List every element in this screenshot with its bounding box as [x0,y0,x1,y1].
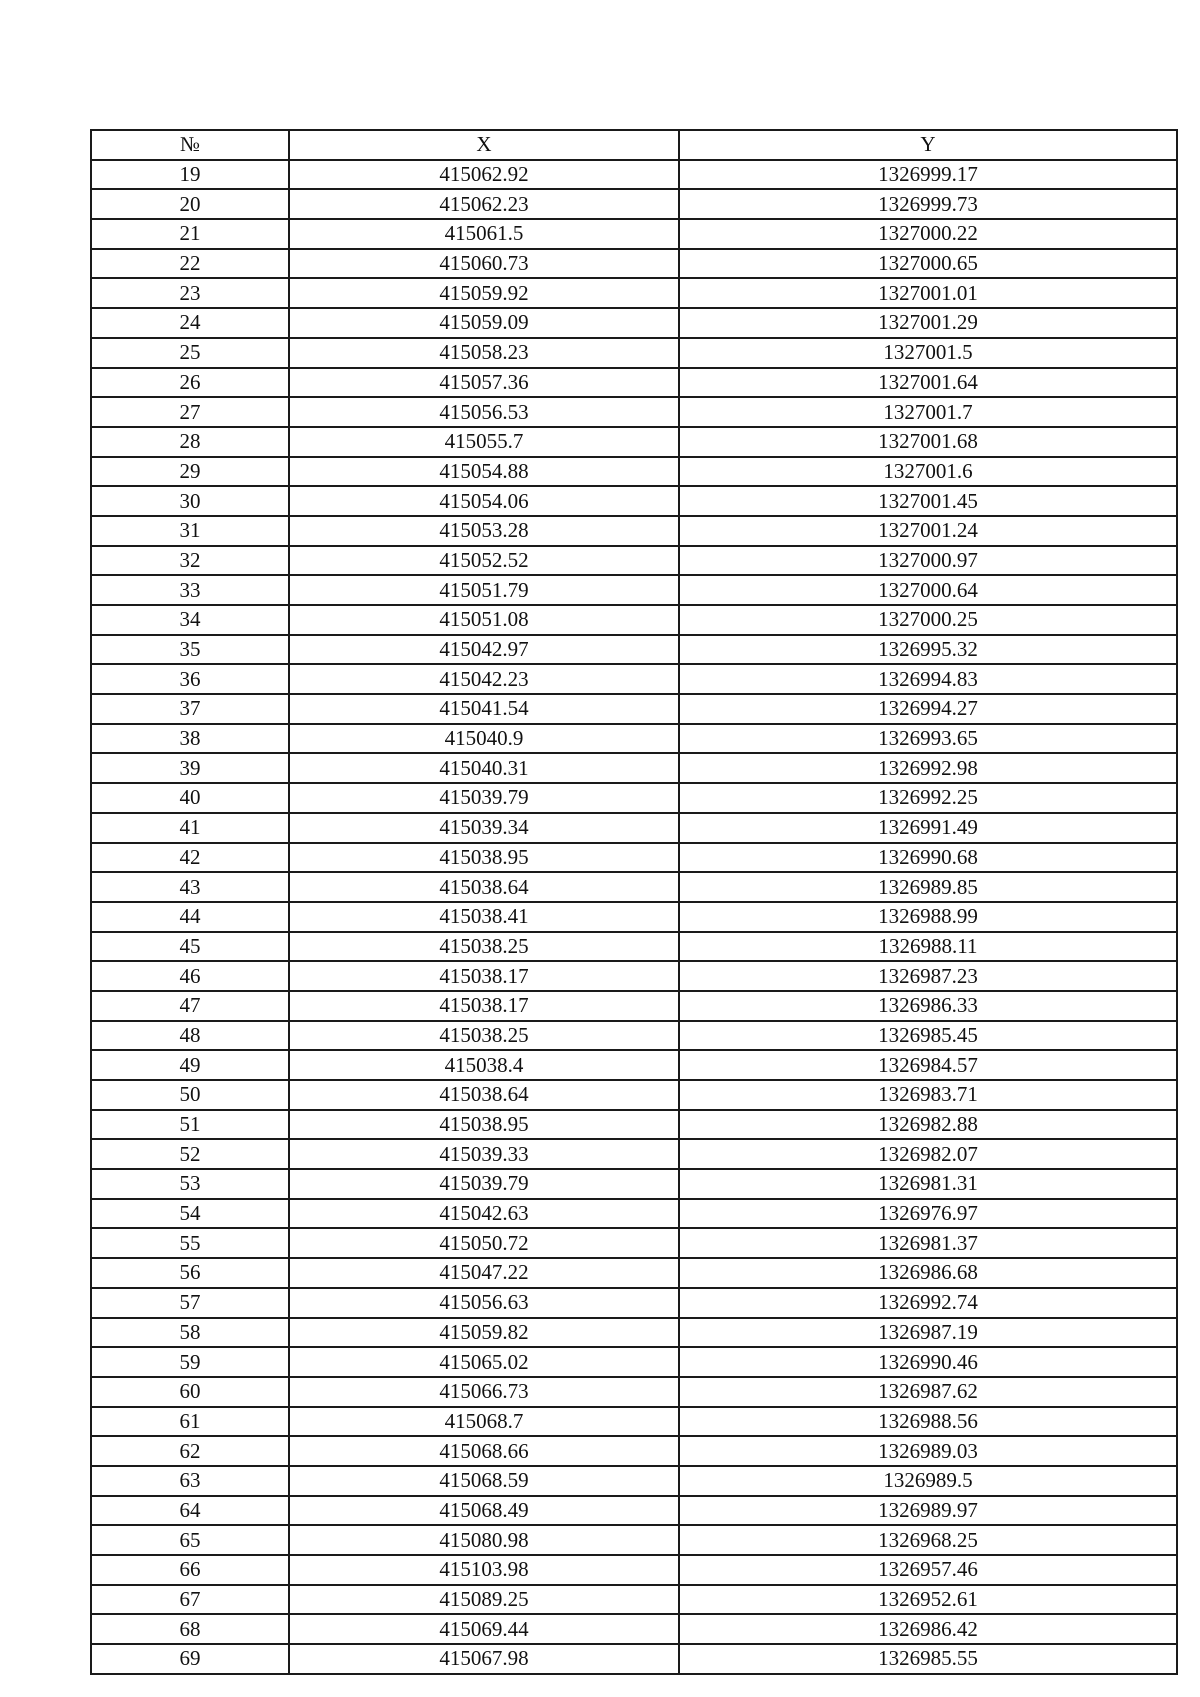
table-row [91,783,1177,813]
table-row [91,1614,1177,1644]
cell-x: 415060.73 [289,249,679,279]
cell-x: 415054.88 [289,457,679,487]
cell-number: 58 [91,1318,289,1348]
table-row [91,575,1177,605]
cell-number: 57 [91,1288,289,1318]
cell-x: 415053.28 [289,516,679,546]
cell-y: 1326986.33 [679,991,1177,1021]
cell-x: 415056.53 [289,397,679,427]
cell-number: 24 [91,308,289,338]
cell-x: 415038.64 [289,872,679,902]
cell-y: 1327000.65 [679,249,1177,279]
cell-y: 1327001.24 [679,516,1177,546]
cell-x: 415067.98 [289,1644,679,1674]
table-row [91,1377,1177,1407]
cell-number: 55 [91,1228,289,1258]
cell-number: 22 [91,249,289,279]
cell-y: 1326987.19 [679,1318,1177,1348]
table-body [91,160,1177,1674]
cell-y: 1326988.99 [679,902,1177,932]
cell-y: 1327000.97 [679,546,1177,576]
cell-number: 37 [91,694,289,724]
cell-y: 1326982.88 [679,1110,1177,1140]
cell-number: 67 [91,1585,289,1615]
cell-y: 1326983.71 [679,1080,1177,1110]
cell-number: 27 [91,397,289,427]
cell-y: 1326995.32 [679,635,1177,665]
cell-x: 415089.25 [289,1585,679,1615]
table-row [91,278,1177,308]
cell-number: 32 [91,546,289,576]
cell-number: 41 [91,813,289,843]
table-row [91,1199,1177,1229]
cell-y: 1326986.42 [679,1614,1177,1644]
cell-number: 19 [91,160,289,190]
cell-x: 415058.23 [289,338,679,368]
cell-y: 1327001.29 [679,308,1177,338]
table-row [91,1347,1177,1377]
cell-x: 415038.4 [289,1050,679,1080]
cell-x: 415042.97 [289,635,679,665]
cell-x: 415039.34 [289,813,679,843]
cell-number: 34 [91,605,289,635]
cell-y: 1327001.01 [679,278,1177,308]
cell-y: 1326989.5 [679,1466,1177,1496]
cell-number: 49 [91,1050,289,1080]
table-row [91,1318,1177,1348]
header-x: X [289,130,679,160]
cell-number: 21 [91,219,289,249]
cell-x: 415080.98 [289,1525,679,1555]
table-row [91,605,1177,635]
cell-x: 415069.44 [289,1614,679,1644]
cell-y: 1326988.56 [679,1407,1177,1437]
cell-y: 1326999.17 [679,160,1177,190]
table-row [91,1110,1177,1140]
table-row [91,249,1177,279]
table-row [91,932,1177,962]
header-row [91,130,1177,160]
cell-y: 1326990.46 [679,1347,1177,1377]
cell-y: 1326988.11 [679,932,1177,962]
cell-x: 415065.02 [289,1347,679,1377]
cell-y: 1326987.62 [679,1377,1177,1407]
cell-y: 1327001.6 [679,457,1177,487]
cell-number: 68 [91,1614,289,1644]
cell-y: 1326992.25 [679,783,1177,813]
table-row [91,1258,1177,1288]
table-row [91,308,1177,338]
cell-x: 415068.7 [289,1407,679,1437]
table-row [91,1585,1177,1615]
table-row [91,635,1177,665]
cell-y: 1327001.7 [679,397,1177,427]
cell-x: 415038.41 [289,902,679,932]
cell-y: 1326994.83 [679,664,1177,694]
cell-number: 65 [91,1525,289,1555]
cell-number: 69 [91,1644,289,1674]
cell-number: 48 [91,1021,289,1051]
table-row [91,1525,1177,1555]
cell-x: 415050.72 [289,1228,679,1258]
cell-number: 36 [91,664,289,694]
table-row [91,813,1177,843]
cell-y: 1327000.22 [679,219,1177,249]
cell-y: 1326992.98 [679,753,1177,783]
cell-x: 415062.92 [289,160,679,190]
cell-x: 415055.7 [289,427,679,457]
cell-x: 415039.79 [289,1169,679,1199]
cell-number: 63 [91,1466,289,1496]
cell-y: 1326976.97 [679,1199,1177,1229]
cell-y: 1326993.65 [679,724,1177,754]
table-row [91,427,1177,457]
cell-y: 1326989.97 [679,1496,1177,1526]
header-y: Y [679,130,1177,160]
cell-x: 415103.98 [289,1555,679,1585]
table-row [91,1169,1177,1199]
cell-number: 53 [91,1169,289,1199]
cell-y: 1326957.46 [679,1555,1177,1585]
cell-number: 66 [91,1555,289,1585]
cell-number: 39 [91,753,289,783]
cell-number: 20 [91,189,289,219]
cell-number: 26 [91,368,289,398]
cell-x: 415054.06 [289,486,679,516]
table-row [91,1288,1177,1318]
cell-x: 415056.63 [289,1288,679,1318]
cell-x: 415038.64 [289,1080,679,1110]
cell-y: 1326985.55 [679,1644,1177,1674]
cell-x: 415068.49 [289,1496,679,1526]
cell-y: 1326981.37 [679,1228,1177,1258]
cell-x: 415038.17 [289,961,679,991]
cell-y: 1326984.57 [679,1050,1177,1080]
cell-number: 30 [91,486,289,516]
table-row [91,516,1177,546]
table-row [91,1436,1177,1466]
table-row [91,160,1177,190]
cell-y: 1326994.27 [679,694,1177,724]
table-row [91,724,1177,754]
cell-y: 1327001.45 [679,486,1177,516]
cell-y: 1326985.45 [679,1021,1177,1051]
cell-number: 45 [91,932,289,962]
cell-y: 1327001.5 [679,338,1177,368]
cell-number: 50 [91,1080,289,1110]
table-row [91,961,1177,991]
table-row [91,189,1177,219]
cell-number: 38 [91,724,289,754]
cell-x: 415040.9 [289,724,679,754]
cell-number: 62 [91,1436,289,1466]
cell-number: 56 [91,1258,289,1288]
cell-number: 31 [91,516,289,546]
table-row [91,486,1177,516]
table-row [91,1139,1177,1169]
cell-number: 59 [91,1347,289,1377]
cell-x: 415041.54 [289,694,679,724]
table-row [91,1021,1177,1051]
cell-x: 415047.22 [289,1258,679,1288]
cell-x: 415062.23 [289,189,679,219]
table-row [91,694,1177,724]
table-row [91,753,1177,783]
coordinates-table [90,129,1178,1675]
table-row [91,457,1177,487]
cell-x: 415052.52 [289,546,679,576]
table-row [91,902,1177,932]
cell-number: 51 [91,1110,289,1140]
cell-number: 42 [91,843,289,873]
cell-y: 1327001.68 [679,427,1177,457]
cell-x: 415068.59 [289,1466,679,1496]
cell-y: 1326989.03 [679,1436,1177,1466]
cell-y: 1327000.64 [679,575,1177,605]
table-row [91,1407,1177,1437]
table-row [91,664,1177,694]
cell-x: 415066.73 [289,1377,679,1407]
cell-x: 415057.36 [289,368,679,398]
header-number: № [91,130,289,160]
cell-y: 1326991.49 [679,813,1177,843]
table-row [91,219,1177,249]
cell-number: 40 [91,783,289,813]
table-row [91,368,1177,398]
cell-y: 1326987.23 [679,961,1177,991]
cell-x: 415059.09 [289,308,679,338]
cell-y: 1326981.31 [679,1169,1177,1199]
table-row [91,872,1177,902]
cell-number: 23 [91,278,289,308]
table-row [91,1555,1177,1585]
cell-y: 1326989.85 [679,872,1177,902]
cell-x: 415051.79 [289,575,679,605]
cell-y: 1327001.64 [679,368,1177,398]
cell-x: 415038.17 [289,991,679,1021]
cell-number: 33 [91,575,289,605]
cell-x: 415039.79 [289,783,679,813]
cell-number: 47 [91,991,289,1021]
cell-number: 43 [91,872,289,902]
cell-number: 64 [91,1496,289,1526]
cell-number: 28 [91,427,289,457]
cell-x: 415040.31 [289,753,679,783]
table-header [91,130,1177,160]
cell-number: 54 [91,1199,289,1229]
cell-x: 415038.25 [289,932,679,962]
table-row [91,338,1177,368]
table-row [91,1466,1177,1496]
table-row [91,1080,1177,1110]
table-row [91,397,1177,427]
cell-number: 60 [91,1377,289,1407]
cell-x: 415038.95 [289,843,679,873]
table-row [91,991,1177,1021]
cell-number: 52 [91,1139,289,1169]
cell-y: 1326968.25 [679,1525,1177,1555]
table-row [91,1228,1177,1258]
cell-y: 1326999.73 [679,189,1177,219]
cell-number: 25 [91,338,289,368]
table-row [91,546,1177,576]
cell-x: 415059.92 [289,278,679,308]
cell-x: 415068.66 [289,1436,679,1466]
cell-x: 415039.33 [289,1139,679,1169]
cell-y: 1326952.61 [679,1585,1177,1615]
table-row [91,1050,1177,1080]
cell-y: 1327000.25 [679,605,1177,635]
cell-number: 46 [91,961,289,991]
cell-number: 35 [91,635,289,665]
cell-y: 1326986.68 [679,1258,1177,1288]
cell-y: 1326990.68 [679,843,1177,873]
cell-x: 415038.95 [289,1110,679,1140]
cell-x: 415038.25 [289,1021,679,1051]
cell-x: 415061.5 [289,219,679,249]
cell-x: 415042.63 [289,1199,679,1229]
cell-y: 1326992.74 [679,1288,1177,1318]
cell-number: 61 [91,1407,289,1437]
cell-number: 44 [91,902,289,932]
cell-x: 415059.82 [289,1318,679,1348]
table-row [91,1496,1177,1526]
cell-x: 415042.23 [289,664,679,694]
table-row [91,1644,1177,1674]
table-row [91,843,1177,873]
cell-x: 415051.08 [289,605,679,635]
cell-y: 1326982.07 [679,1139,1177,1169]
cell-number: 29 [91,457,289,487]
